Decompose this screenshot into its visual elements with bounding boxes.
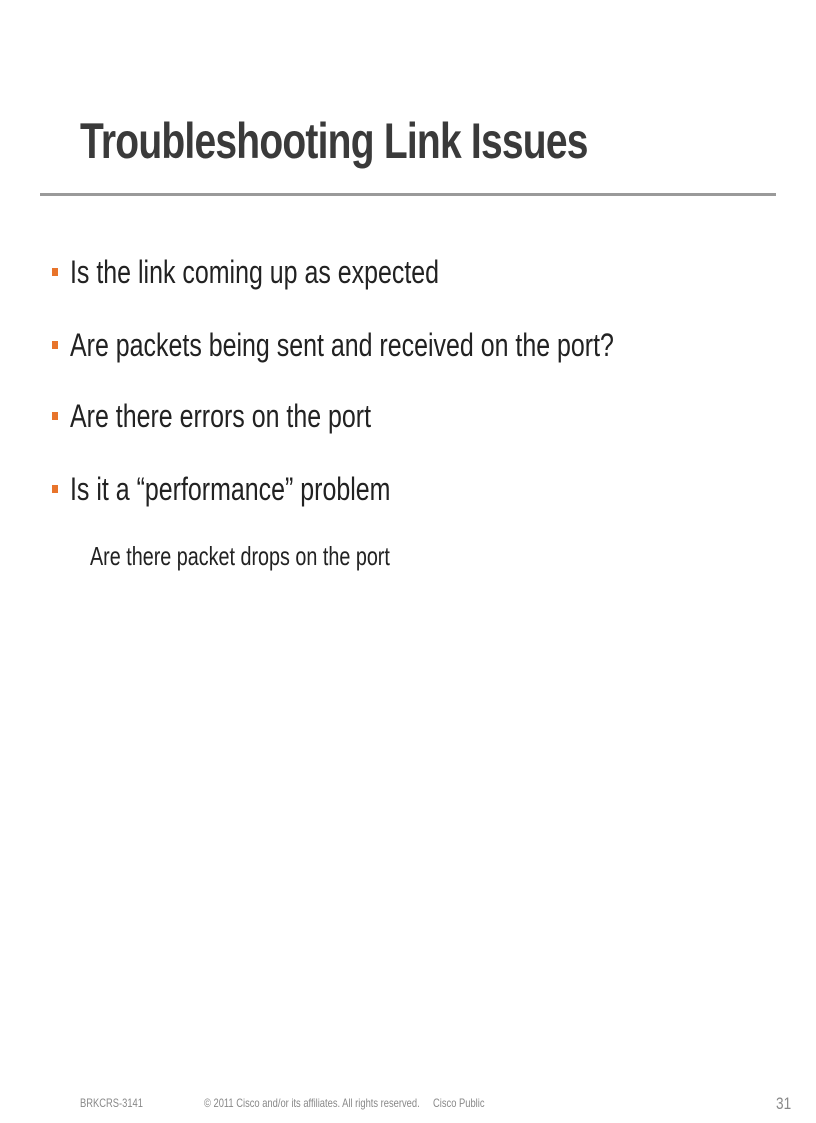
bullet-square-icon	[52, 412, 58, 420]
page-number: 31	[776, 1094, 792, 1113]
bullet-item: Is it a “performance” problem	[52, 471, 481, 507]
bullet-square-icon	[52, 485, 58, 493]
footer-classification: Cisco Public	[433, 1096, 485, 1110]
bullet-square-icon	[52, 341, 58, 349]
bullet-item: Are packets being sent and received on the port?	[52, 327, 767, 363]
bullet-item: Is the link coming up as expected	[52, 254, 543, 290]
slide-title: Troubleshooting Link Issues	[80, 113, 588, 169]
footer-copyright: © 2011 Cisco and/or its affiliates. All rights reserved.	[204, 1096, 420, 1110]
sub-bullet: Are there packet drops on the port	[90, 541, 390, 571]
bullet-square-icon	[52, 268, 58, 276]
bullet-item: Are there errors on the port	[52, 398, 456, 434]
footer-session-code: BRKCRS-3141	[80, 1096, 143, 1110]
title-divider	[40, 193, 776, 196]
